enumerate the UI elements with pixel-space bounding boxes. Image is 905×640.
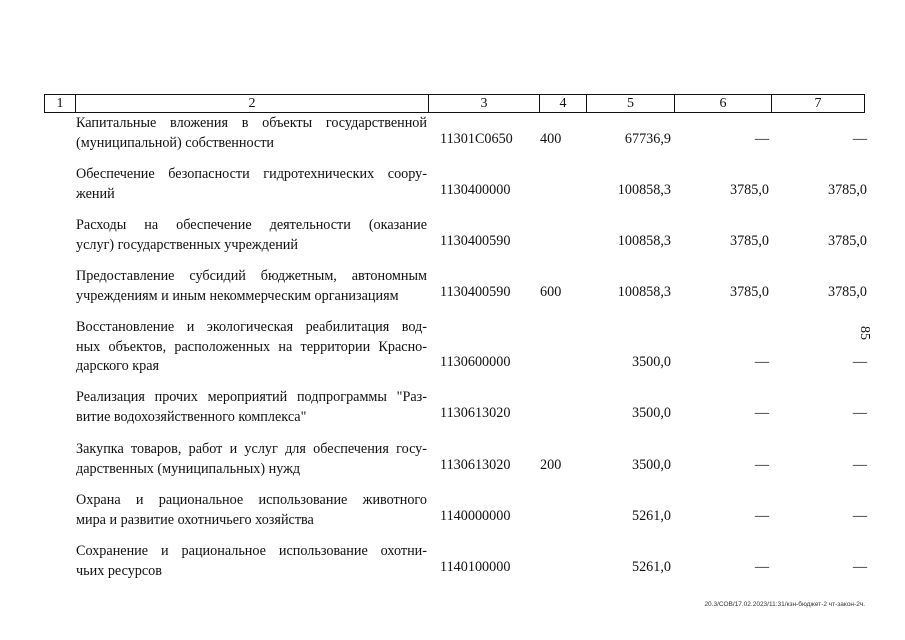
row-name	[76, 318, 427, 377]
row-value-2024: 3785,0	[729, 284, 769, 300]
row-value-2025: 3785,0	[827, 182, 867, 198]
row-value-2023: 3500,0	[631, 457, 671, 473]
row-name	[76, 216, 427, 255]
row-code: 1130400590	[440, 233, 511, 249]
row-name-line: Восстановление и экологическая реабилитация вод-	[76, 319, 427, 335]
header-col-7: 7	[814, 96, 822, 111]
row-name-line: Сохранение и рациональное использование охотни-	[76, 543, 427, 559]
row-name-line: чьих ресурсов	[76, 562, 162, 579]
row-value-2025: —	[852, 508, 867, 524]
row-type: 400	[540, 131, 562, 147]
row-code: 1140100000	[440, 559, 511, 575]
footer-stamp: 20.3/СОВ/17.02.2023/11:31/кзн-бюджет-2 чт-закон-2ч.	[704, 601, 865, 608]
row-name-line: жений	[76, 185, 115, 202]
header-col-2: 2	[76, 95, 429, 112]
row-value-2025: —	[852, 131, 867, 147]
row-name	[76, 440, 427, 479]
row-value-2024: —	[754, 508, 769, 524]
row-value-2025: —	[852, 405, 867, 421]
row-name-line: дарственных (муниципальных) нужд	[76, 460, 301, 477]
row-name-line: Предоставление субсидий бюджетным, автономным	[76, 268, 427, 284]
row-name-line: (муниципальной) собственности	[76, 134, 275, 151]
row-value-2025: 3785,0	[827, 284, 867, 300]
row-value-2023: 67736,9	[624, 131, 671, 147]
row-code: 1140000000	[440, 508, 511, 524]
row-code: 1130600000	[440, 354, 511, 370]
header-col-4: 4	[540, 95, 587, 112]
row-value-2023: 100858,3	[617, 182, 671, 198]
row-name-line: Обеспечение безопасности гидротехнических соору-	[76, 166, 427, 182]
row-value-2024: —	[754, 405, 769, 421]
row-value-2025: —	[852, 457, 867, 473]
row-code: 1130400000	[440, 182, 511, 198]
row-name-line: дарского края	[76, 358, 160, 374]
page-number: 85	[857, 326, 872, 340]
row-name-line: услуг) государственных учреждений	[76, 236, 298, 253]
header-col-3: 3	[429, 95, 540, 112]
row-value-2024: —	[754, 354, 769, 370]
row-name-line: мира и развитие охотничьего хозяйства	[76, 511, 314, 528]
row-name	[76, 491, 427, 530]
row-value-2025: 3785,0	[827, 233, 867, 249]
row-code: 1130613020	[440, 457, 511, 473]
row-name	[76, 267, 427, 306]
row-name-line: Капитальные вложения в объекты государственной	[76, 115, 427, 131]
row-value-2023: 5261,0	[631, 508, 671, 524]
row-code: 11301С0650	[440, 131, 513, 147]
row-value-2025: —	[852, 354, 867, 370]
table-header-row	[44, 94, 865, 113]
row-value-2024: —	[754, 457, 769, 473]
row-type: 200	[540, 457, 562, 473]
row-name-line: Закупка товаров, работ и услуг для обеспечения госу-	[76, 441, 427, 457]
row-type: 600	[540, 284, 562, 300]
row-value-2023: 5261,0	[631, 559, 671, 575]
header-col-6: 6	[675, 95, 772, 112]
row-name-line: Реализация прочих мероприятий подпрограммы "Раз-	[76, 389, 427, 405]
header-col-5: 5	[587, 95, 675, 112]
row-code: 1130613020	[440, 405, 511, 421]
row-value-2024: 3785,0	[729, 233, 769, 249]
row-value-2023: 3500,0	[631, 405, 671, 421]
row-name-line: Охрана и рациональное использование животного	[76, 492, 427, 508]
row-name-line: учреждениям и иным некоммерческим организациям	[76, 287, 399, 304]
row-name-line: ных объектов, расположенных на территории Красно-	[76, 338, 427, 355]
row-name	[76, 542, 427, 581]
row-value-2025: —	[852, 559, 867, 575]
row-value-2024: —	[754, 131, 769, 147]
header-col-1: 1	[45, 95, 76, 112]
row-name	[76, 388, 427, 427]
row-code: 1130400590	[440, 284, 511, 300]
row-name-line: витие водохозяйственного комплекса"	[76, 408, 307, 425]
row-value-2023: 100858,3	[617, 284, 671, 300]
row-value-2023: 3500,0	[631, 354, 671, 370]
row-value-2024: —	[754, 559, 769, 575]
row-value-2023: 100858,3	[617, 233, 671, 249]
row-name	[76, 165, 427, 204]
row-value-2024: 3785,0	[729, 182, 769, 198]
row-name	[76, 114, 427, 153]
row-name-line: Расходы на обеспечение деятельности (оказание	[76, 217, 427, 233]
